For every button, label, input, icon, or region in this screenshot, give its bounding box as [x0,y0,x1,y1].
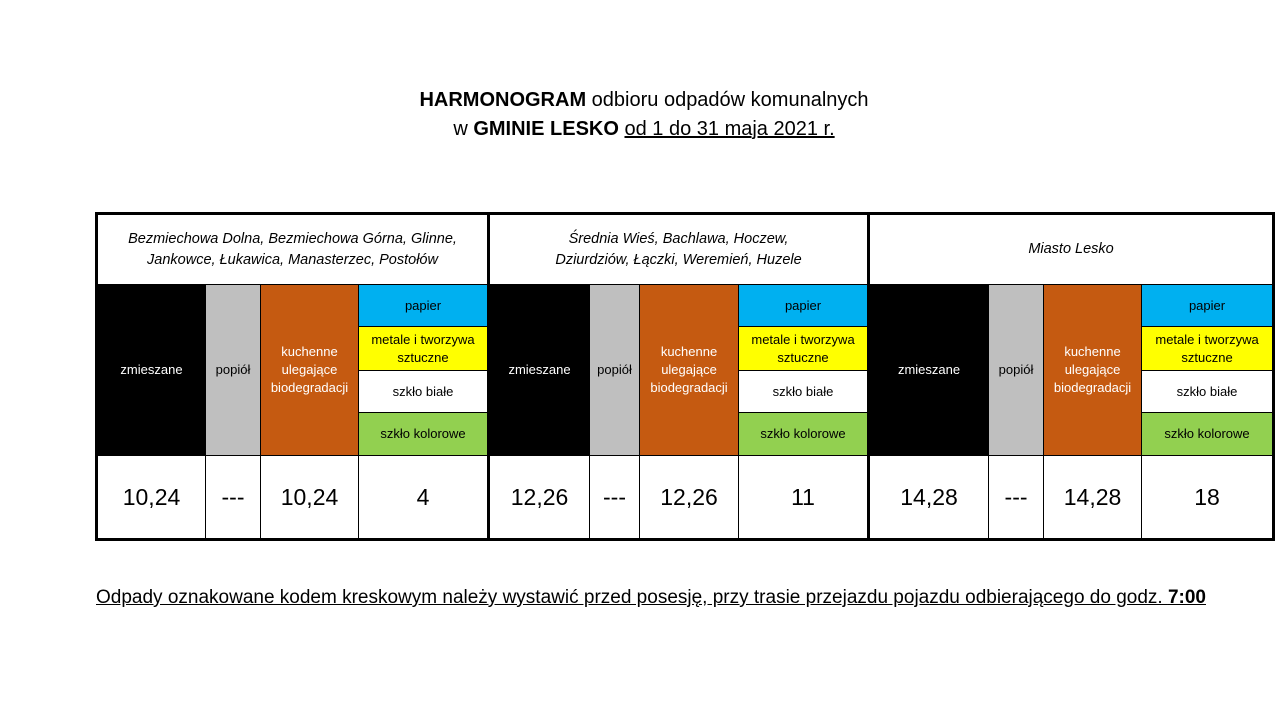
header-metale: metale i tworzywa sztuczne [1142,327,1274,371]
header-metale: metale i tworzywa sztuczne [359,327,489,371]
header-papier: papier [359,285,489,327]
date-segregowane-area-3: 18 [1142,456,1274,540]
header-szklo-kolorowe: szkło kolorowe [1142,413,1274,456]
area-name-2-line-1: Średnia Wieś, Bachlawa, Hoczew, [568,230,789,247]
title-date-range: od 1 do 31 maja 2021 r. [624,118,835,140]
header-popiol: popiół [590,285,640,456]
header-szklo-kolorowe: szkło kolorowe [739,413,869,456]
title-gmina: GMINIE LESKO [473,118,619,140]
header-szklo-biale: szkło białe [739,371,869,413]
footer-note-text: Odpady oznakowane kodem kreskowym należy wystawić przed posesję, przy trasie przejazdu pojazdu odbierającego do godz. [96,587,1168,608]
date-zmieszane-area-1: 10,24 [97,456,206,540]
header-zmieszane: zmieszane [869,285,989,456]
dates-row [97,456,1274,540]
header-papier: papier [739,285,869,327]
date-popiol-area-3: --- [989,456,1044,540]
date-kuchenne-area-1: 10,24 [261,456,359,540]
area-name-3-line-1: Miasto Lesko [1028,241,1114,257]
date-popiol-area-1: --- [206,456,261,540]
header-metale: metale i tworzywa sztuczne [739,327,869,371]
schedule-table [95,212,1275,541]
footer-note [96,586,1206,610]
area-name-1-line-2: Jankowce, Łukawica, Manasterzec, Postołów [147,251,438,268]
header-szklo-biale: szkło białe [1142,371,1274,413]
area-name-2 [489,214,869,285]
header-kuchenne: kuchenne ulegające biodegradacji [1044,285,1142,456]
header-popiol: popiół [206,285,261,456]
date-kuchenne-area-2: 12,26 [640,456,739,540]
area-name-2-line-2: Dziurdziów, Łączki, Weremień, Huzele [555,251,802,268]
footer-note-time: 7:00 [1167,587,1206,608]
date-popiol-area-2: --- [590,456,640,540]
document-title [0,86,1288,144]
date-zmieszane-area-2: 12,26 [489,456,590,540]
title-prefix: w [453,118,474,140]
header-zmieszane: zmieszane [489,285,590,456]
header-kuchenne: kuchenne ulegające biodegradacji [640,285,739,456]
header-kuchenne: kuchenne ulegające biodegradacji [261,285,359,456]
date-segregowane-area-1: 4 [359,456,489,540]
title-line-2 [0,115,1288,144]
title-line-1 [0,86,1288,115]
header-zmieszane: zmieszane [97,285,206,456]
header-popiol: popiół [989,285,1044,456]
waste-types-row-1 [97,285,1274,327]
header-szklo-biale: szkło białe [359,371,489,413]
area-name-3 [869,214,1274,285]
area-name-1-line-1: Bezmiechowa Dolna, Bezmiechowa Górna, Glinne, [128,230,457,247]
date-zmieszane-area-3: 14,28 [869,456,989,540]
title-rest: odbioru odpadów komunalnych [586,89,869,111]
area-name-1 [97,214,489,285]
title-bold-harmonogram: HARMONOGRAM [419,89,587,111]
date-segregowane-area-2: 11 [739,456,869,540]
area-names-row [97,214,1274,285]
header-szklo-kolorowe: szkło kolorowe [359,413,489,456]
header-papier: papier [1142,285,1274,327]
date-kuchenne-area-3: 14,28 [1044,456,1142,540]
